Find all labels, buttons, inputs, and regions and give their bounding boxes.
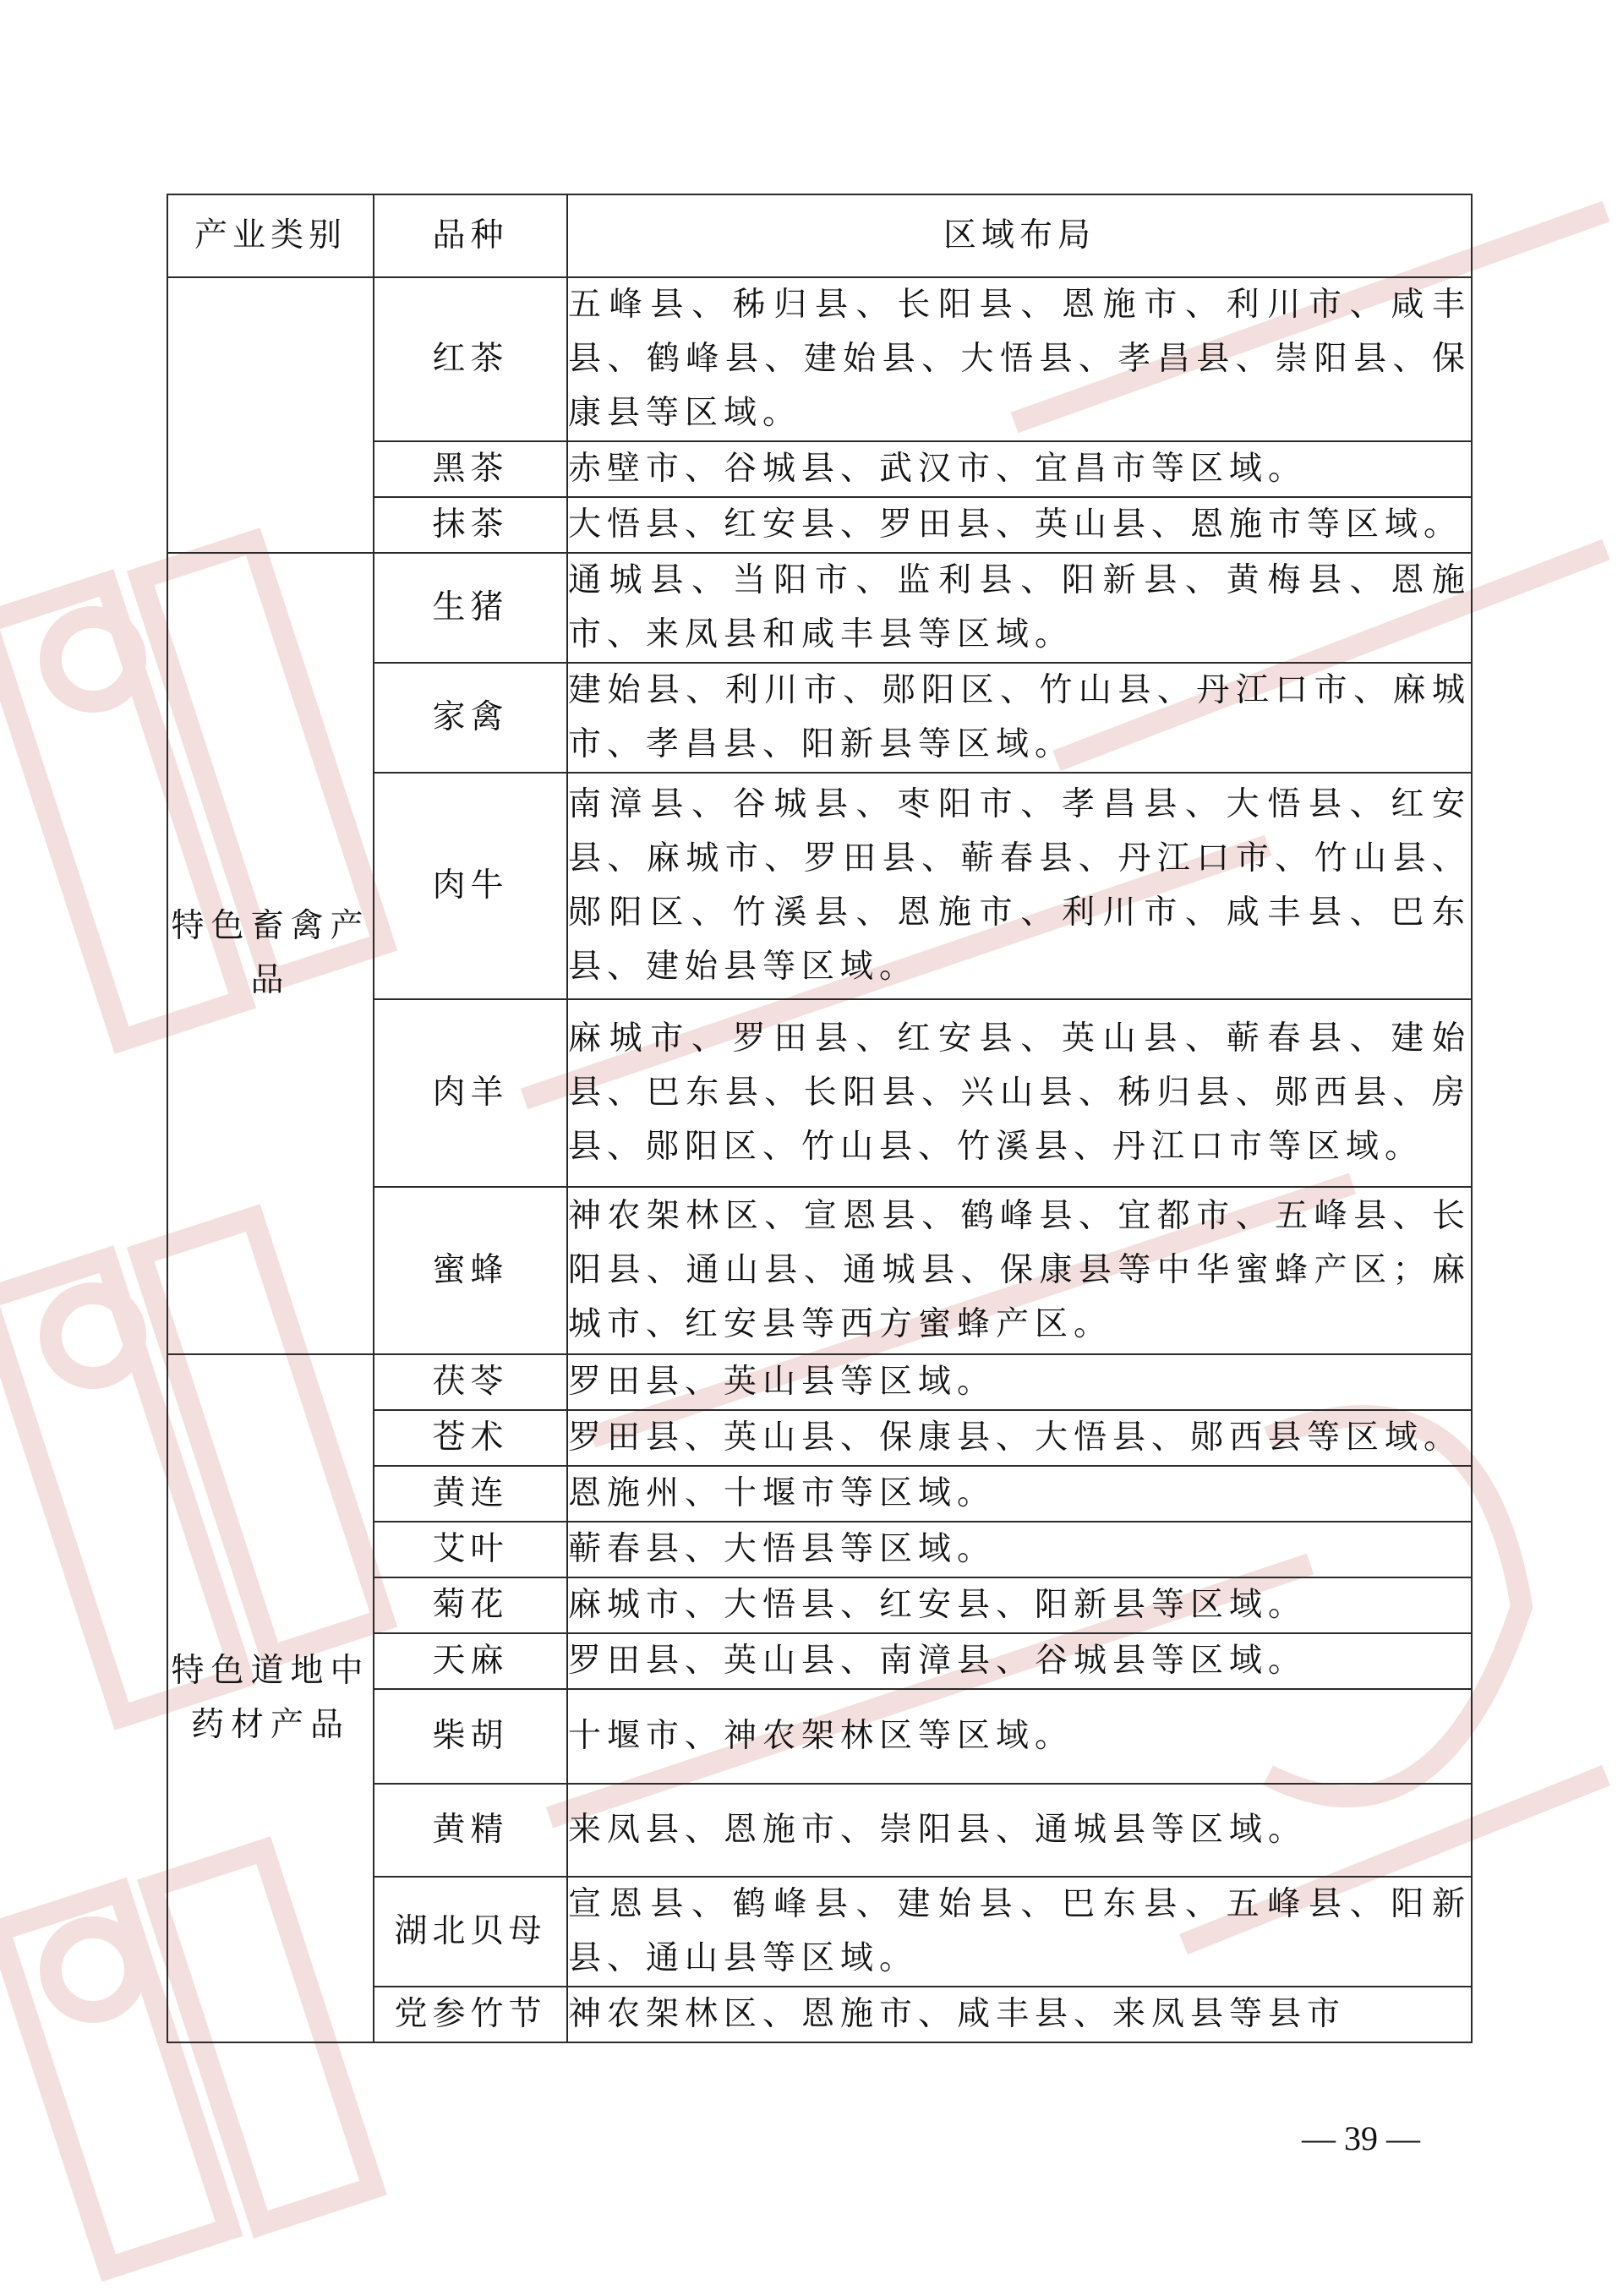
- variety-cell: 黄精: [374, 1784, 567, 1877]
- region-cell: 麻城市、罗田县、红安县、英山县、蕲春县、建始县、巴东县、长阳县、兴山县、秭归县、郧西县、房县、郧阳区、竹山县、竹溪县、丹江口市等区域。: [567, 999, 1472, 1187]
- page-number: — 39 —: [1302, 2119, 1420, 2157]
- region-cell: 罗田县、英山县、保康县、大悟县、郧西县等区域。: [567, 1410, 1472, 1466]
- region-cell: 赤壁市、谷城县、武汉市、宜昌市等区域。: [567, 441, 1472, 497]
- variety-cell: 苍术: [374, 1410, 567, 1466]
- variety-cell: 菊花: [374, 1577, 567, 1633]
- region-cell: 大悟县、红安县、罗田县、英山县、恩施市等区域。: [567, 497, 1472, 553]
- header-category: 产业类别: [167, 194, 374, 277]
- variety-cell: 艾叶: [374, 1522, 567, 1577]
- variety-cell: 茯苓: [374, 1354, 567, 1410]
- region-cell: 神农架林区、恩施市、咸丰县、来凤县等县市: [567, 1987, 1472, 2042]
- region-cell: 罗田县、英山县、南漳县、谷城县等区域。: [567, 1633, 1472, 1689]
- variety-cell: 蜜蜂: [374, 1187, 567, 1354]
- table-header-row: [167, 194, 1472, 277]
- variety-cell: 抹茶: [374, 497, 567, 553]
- table-row: [167, 277, 1472, 441]
- variety-cell: 红茶: [374, 277, 567, 441]
- variety-cell: 肉羊: [374, 999, 567, 1187]
- variety-cell: 肉牛: [374, 773, 567, 999]
- header-variety: 品种: [374, 194, 567, 277]
- table-row: [167, 553, 1472, 663]
- variety-cell: 天麻: [374, 1633, 567, 1689]
- region-cell: 恩施州、十堰市等区域。: [567, 1466, 1472, 1522]
- region-cell: 建始县、利川市、郧阳区、竹山县、丹江口市、麻城市、孝昌县、阳新县等区域。: [567, 663, 1472, 773]
- region-cell: 来凤县、恩施市、崇阳县、通城县等区域。: [567, 1784, 1472, 1877]
- region-cell: 南漳县、谷城县、枣阳市、孝昌县、大悟县、红安县、麻城市、罗田县、蕲春县、丹江口市、竹山县、郧阳区、竹溪县、恩施市、利川市、咸丰县、巴东县、建始县等区域。: [567, 773, 1472, 999]
- region-cell: 麻城市、大悟县、红安县、阳新县等区域。: [567, 1577, 1472, 1633]
- region-cell: 罗田县、英山县等区域。: [567, 1354, 1472, 1410]
- category-cell: 特色道地中药材产品: [167, 1354, 374, 2042]
- region-cell: 五峰县、秭归县、长阳县、恩施市、利川市、咸丰县、鹤峰县、建始县、大悟县、孝昌县、崇阳县、保康县等区域。: [567, 277, 1472, 441]
- variety-cell: 黑茶: [374, 441, 567, 497]
- planting-layout-table: [167, 194, 1473, 2043]
- variety-cell: 柴胡: [374, 1689, 567, 1784]
- variety-cell: 湖北贝母: [374, 1877, 567, 1987]
- header-region: 区域布局: [567, 194, 1472, 277]
- region-cell: 十堰市、神农架林区等区域。: [567, 1689, 1472, 1784]
- variety-cell: 黄连: [374, 1466, 567, 1522]
- region-cell: 通城县、当阳市、监利县、阳新县、黄梅县、恩施市、来凤县和咸丰县等区域。: [567, 553, 1472, 663]
- table-row: [167, 1354, 1472, 1410]
- variety-cell: 党参竹节: [374, 1987, 567, 2042]
- region-cell: 蕲春县、大悟县等区域。: [567, 1522, 1472, 1577]
- category-cell: [167, 277, 374, 553]
- region-cell: 神农架林区、宣恩县、鹤峰县、宜都市、五峰县、长阳县、通山县、通城县、保康县等中华蜜蜂产区；麻城市、红安县等西方蜜蜂产区。: [567, 1187, 1472, 1354]
- category-cell: 特色畜禽产品: [167, 553, 374, 1354]
- variety-cell: 家禽: [374, 663, 567, 773]
- variety-cell: 生猪: [374, 553, 567, 663]
- region-cell: 宣恩县、鹤峰县、建始县、巴东县、五峰县、阳新县、通山县等区域。: [567, 1877, 1472, 1987]
